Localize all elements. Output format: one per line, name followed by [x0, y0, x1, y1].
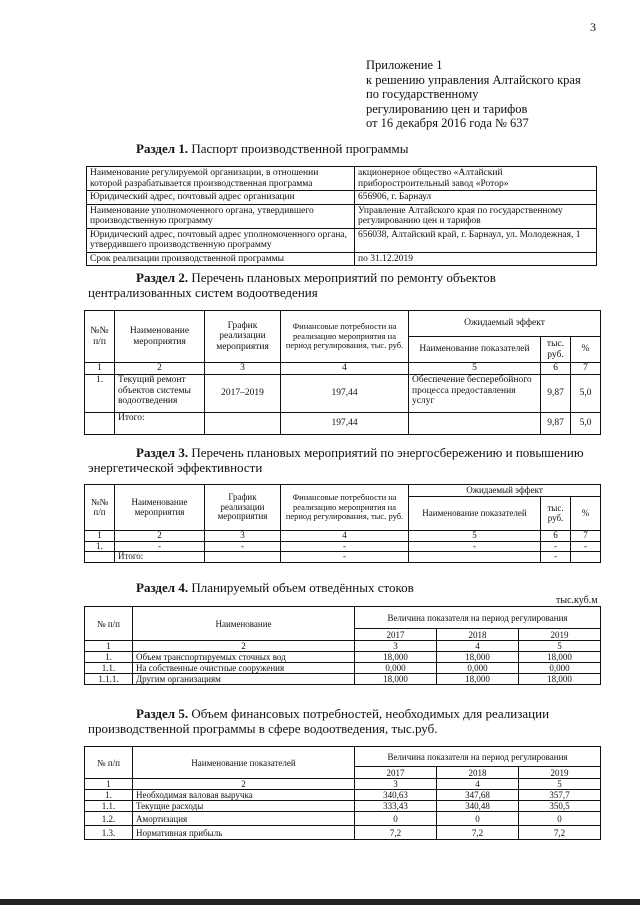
cell-num: 1.	[85, 652, 133, 663]
cell-num: 1.1.	[85, 801, 133, 812]
col-number: 4	[281, 363, 409, 375]
col-number: 5	[519, 779, 601, 790]
cell-value: 350,5	[519, 801, 601, 812]
cell-name: Другим организациям	[133, 674, 355, 685]
cell-value: 340,48	[437, 801, 519, 812]
col-number: 5	[409, 531, 541, 542]
header-schedule: График реализации мероприятия	[205, 485, 281, 531]
cell-name: Наименование регулируемой организации, в отношении которой разрабатывается производственная программа	[87, 167, 355, 191]
table-row	[87, 204, 597, 228]
appendix-header	[366, 58, 581, 131]
col-number: 3	[355, 641, 437, 652]
col-number: 1	[85, 641, 133, 652]
col-number: 1	[85, 531, 115, 542]
header-num: № п/п	[85, 607, 133, 641]
total-label: Итого:	[115, 413, 205, 435]
column-numbers-row	[85, 641, 601, 652]
cell-name: Срок реализации производственной программы	[87, 252, 355, 266]
header-indicators: Наименование показателей	[409, 497, 541, 531]
section-title: Перечень плановых мероприятий по ремонту объектов централизованных систем водоотведения	[88, 270, 496, 300]
table-row	[85, 652, 601, 663]
col-number: 2	[133, 779, 355, 790]
cell-value: 357,7	[519, 790, 601, 801]
appendix-line: к решению управления Алтайского края	[366, 72, 581, 87]
header-finance: Финансовые потребности на реализацию мероприятия на период регулирования, тыс. руб.	[281, 311, 409, 363]
header-effect: Ожидаемый эффект	[409, 485, 601, 497]
appendix-line: по государственному	[366, 87, 479, 101]
col-number: 4	[437, 641, 519, 652]
header-effect: Ожидаемый эффект	[409, 311, 601, 337]
header-thousand: тыс. руб.	[541, 497, 571, 531]
table-row	[85, 801, 601, 812]
section-label: Раздел 1.	[136, 141, 189, 156]
header-thousand: тыс. руб.	[541, 337, 571, 363]
scan-edge-divider	[0, 899, 640, 905]
table-row	[87, 167, 597, 191]
header-name: Наименование мероприятия	[115, 485, 205, 531]
cell-value: Управление Алтайского края по государственному регулированию цен и тарифов	[355, 204, 597, 228]
section-title: Объем финансовых потребностей, необходимых для реализации производственной программы в сфере водоотведения, тыс.руб.	[88, 706, 550, 736]
cell-value: 18,000	[519, 652, 601, 663]
cell-value: 7,2	[355, 826, 437, 840]
section1-heading	[136, 141, 408, 156]
cell-value: 656038, Алтайский край, г. Барнаул, ул. Молодежная, 1	[355, 228, 597, 252]
header-period: Величина показателя на период регулирования	[355, 747, 601, 767]
total-thousand: -	[541, 552, 571, 563]
passport-table	[86, 166, 597, 266]
col-number: 2	[115, 531, 205, 542]
cell-value: 333,43	[355, 801, 437, 812]
col-number: 6	[541, 531, 571, 542]
section2-heading	[88, 270, 600, 300]
table-row	[85, 541, 601, 552]
header-name: Наименование показателей	[133, 747, 355, 779]
cell-value: 18,000	[355, 674, 437, 685]
table-row	[85, 375, 601, 413]
cell-value: 340,63	[355, 790, 437, 801]
cell-finance: -	[281, 541, 409, 552]
cell-percent: 5,0	[571, 375, 601, 413]
cell-value: 0,000	[519, 663, 601, 674]
col-number: 4	[437, 779, 519, 790]
header-name: Наименование мероприятия	[115, 311, 205, 363]
cell-thousand: -	[541, 541, 571, 552]
col-number: 6	[541, 363, 571, 375]
section-title: Планируемый объем отведённых стоков	[191, 580, 414, 595]
total-row	[85, 413, 601, 435]
appendix-line: регулированию цен и тарифов	[366, 101, 528, 116]
header-year: 2018	[437, 767, 519, 779]
financial-needs-table	[84, 746, 601, 840]
cell-value: 18,000	[355, 652, 437, 663]
cell-num: 1.	[85, 541, 115, 552]
cell-indicator: Обеспечение бесперебойного процесса предоставления услуг	[409, 375, 541, 413]
header-percent: %	[571, 337, 601, 363]
header-percent: %	[571, 497, 601, 531]
header-schedule: График реализации мероприятия	[205, 311, 281, 363]
cell-thousand: 9,87	[541, 375, 571, 413]
cell-schedule: -	[205, 541, 281, 552]
header-year: 2017	[355, 767, 437, 779]
total-label: Итого:	[115, 552, 205, 563]
table-row	[85, 812, 601, 826]
cell-finance: 197,44	[281, 375, 409, 413]
col-number: 7	[571, 363, 601, 375]
total-thousand: 9,87	[541, 413, 571, 435]
section5-heading	[88, 706, 600, 736]
section-label: Раздел 4.	[136, 580, 189, 595]
header-finance: Финансовые потребности на реализацию мероприятия на период регулирования, тыс. руб.	[281, 485, 409, 531]
cell-percent: -	[571, 541, 601, 552]
cell-value: 0	[437, 812, 519, 826]
section-label: Раздел 2.	[136, 270, 189, 285]
cell-value: 7,2	[519, 826, 601, 840]
header-indicators: Наименование показателей	[409, 337, 541, 363]
cell-num: 1.1.1.	[85, 674, 133, 685]
total-finance: -	[281, 552, 409, 563]
header-num: №№ п/п	[85, 485, 115, 531]
header-num: №№ п/п	[85, 311, 115, 363]
cell-name: Юридический адрес, почтовый адрес организации	[87, 191, 355, 205]
header-year: 2019	[519, 767, 601, 779]
cell-name: Нормативная прибыль	[133, 826, 355, 840]
total-percent: 5,0	[571, 413, 601, 435]
col-number: 2	[115, 363, 205, 375]
page-number: 3	[590, 20, 596, 34]
cell-value: 0,000	[355, 663, 437, 674]
table-row	[85, 663, 601, 674]
header-year: 2018	[437, 629, 519, 641]
cell-value: по 31.12.2019	[355, 252, 597, 266]
column-numbers-row	[85, 779, 601, 790]
cell-name: На собственные очистные сооружения	[133, 663, 355, 674]
col-number: 2	[133, 641, 355, 652]
unit-label: тыс.куб.м	[556, 595, 598, 606]
cell-num: 1.2.	[85, 812, 133, 826]
section-label: Раздел 5.	[136, 706, 189, 721]
cell-num: 1.1.	[85, 663, 133, 674]
cell-value: 18,000	[437, 652, 519, 663]
header-year: 2017	[355, 629, 437, 641]
section-title: Паспорт производственной программы	[191, 141, 409, 156]
table-row	[85, 790, 601, 801]
column-numbers-row	[85, 363, 601, 375]
wastewater-volume-table	[84, 606, 601, 685]
cell-num: 1.3.	[85, 826, 133, 840]
section-title: Перечень плановых мероприятий по энергосбережению и повышению энергетической эффективности	[88, 445, 584, 475]
section4-heading	[136, 580, 414, 595]
header-name: Наименование	[133, 607, 355, 641]
header-num: № п/п	[85, 747, 133, 779]
energy-measures-table	[84, 484, 601, 563]
cell-value: 0	[355, 812, 437, 826]
cell-name: Текущий ремонт объектов системы водоотведения	[115, 375, 205, 413]
col-number: 7	[571, 531, 601, 542]
cell-name: Амортизация	[133, 812, 355, 826]
cell-name: Текущие расходы	[133, 801, 355, 812]
column-numbers-row	[85, 531, 601, 542]
cell-value: 656906, г. Барнаул	[355, 191, 597, 205]
table-row	[85, 826, 601, 840]
header-year: 2019	[519, 629, 601, 641]
cell-num: 1.	[85, 375, 115, 413]
cell-name: Объем транспортируемых сточных вод	[133, 652, 355, 663]
col-number: 5	[519, 641, 601, 652]
section-label: Раздел 3.	[136, 445, 189, 460]
col-number: 5	[409, 363, 541, 375]
col-number: 4	[281, 531, 409, 542]
col-number: 3	[205, 531, 281, 542]
cell-name: -	[115, 541, 205, 552]
col-number: 3	[205, 363, 281, 375]
header-period: Величина показателя на период регулирования	[355, 607, 601, 629]
cell-value: 347,68	[437, 790, 519, 801]
col-number: 3	[355, 779, 437, 790]
cell-schedule: 2017–2019	[205, 375, 281, 413]
table-row	[85, 674, 601, 685]
total-finance: 197,44	[281, 413, 409, 435]
cell-name: Наименование уполномоченного органа, утвердившего производственную программу	[87, 204, 355, 228]
cell-name: Юридический адрес, почтовый адрес уполномоченного органа, утвердившего производственную программу	[87, 228, 355, 252]
table-row	[87, 191, 597, 205]
cell-value: 0,000	[437, 663, 519, 674]
cell-value: акционерное общество «Алтайский приборостроительный завод «Ротор»	[355, 167, 597, 191]
section3-heading	[88, 445, 600, 475]
col-number: 1	[85, 779, 133, 790]
cell-value: 7,2	[437, 826, 519, 840]
col-number: 1	[85, 363, 115, 375]
appendix-line: от 16 декабря 2016 года № 637	[366, 116, 529, 130]
cell-value: 0	[519, 812, 601, 826]
cell-num: 1.	[85, 790, 133, 801]
cell-value: 18,000	[437, 674, 519, 685]
repair-measures-table	[84, 310, 601, 435]
table-row	[87, 228, 597, 252]
cell-indicator: -	[409, 541, 541, 552]
cell-value: 18,000	[519, 674, 601, 685]
table-row	[87, 252, 597, 266]
cell-name: Необходимая валовая выручка	[133, 790, 355, 801]
appendix-line: Приложение 1	[366, 58, 443, 72]
total-row	[85, 552, 601, 563]
